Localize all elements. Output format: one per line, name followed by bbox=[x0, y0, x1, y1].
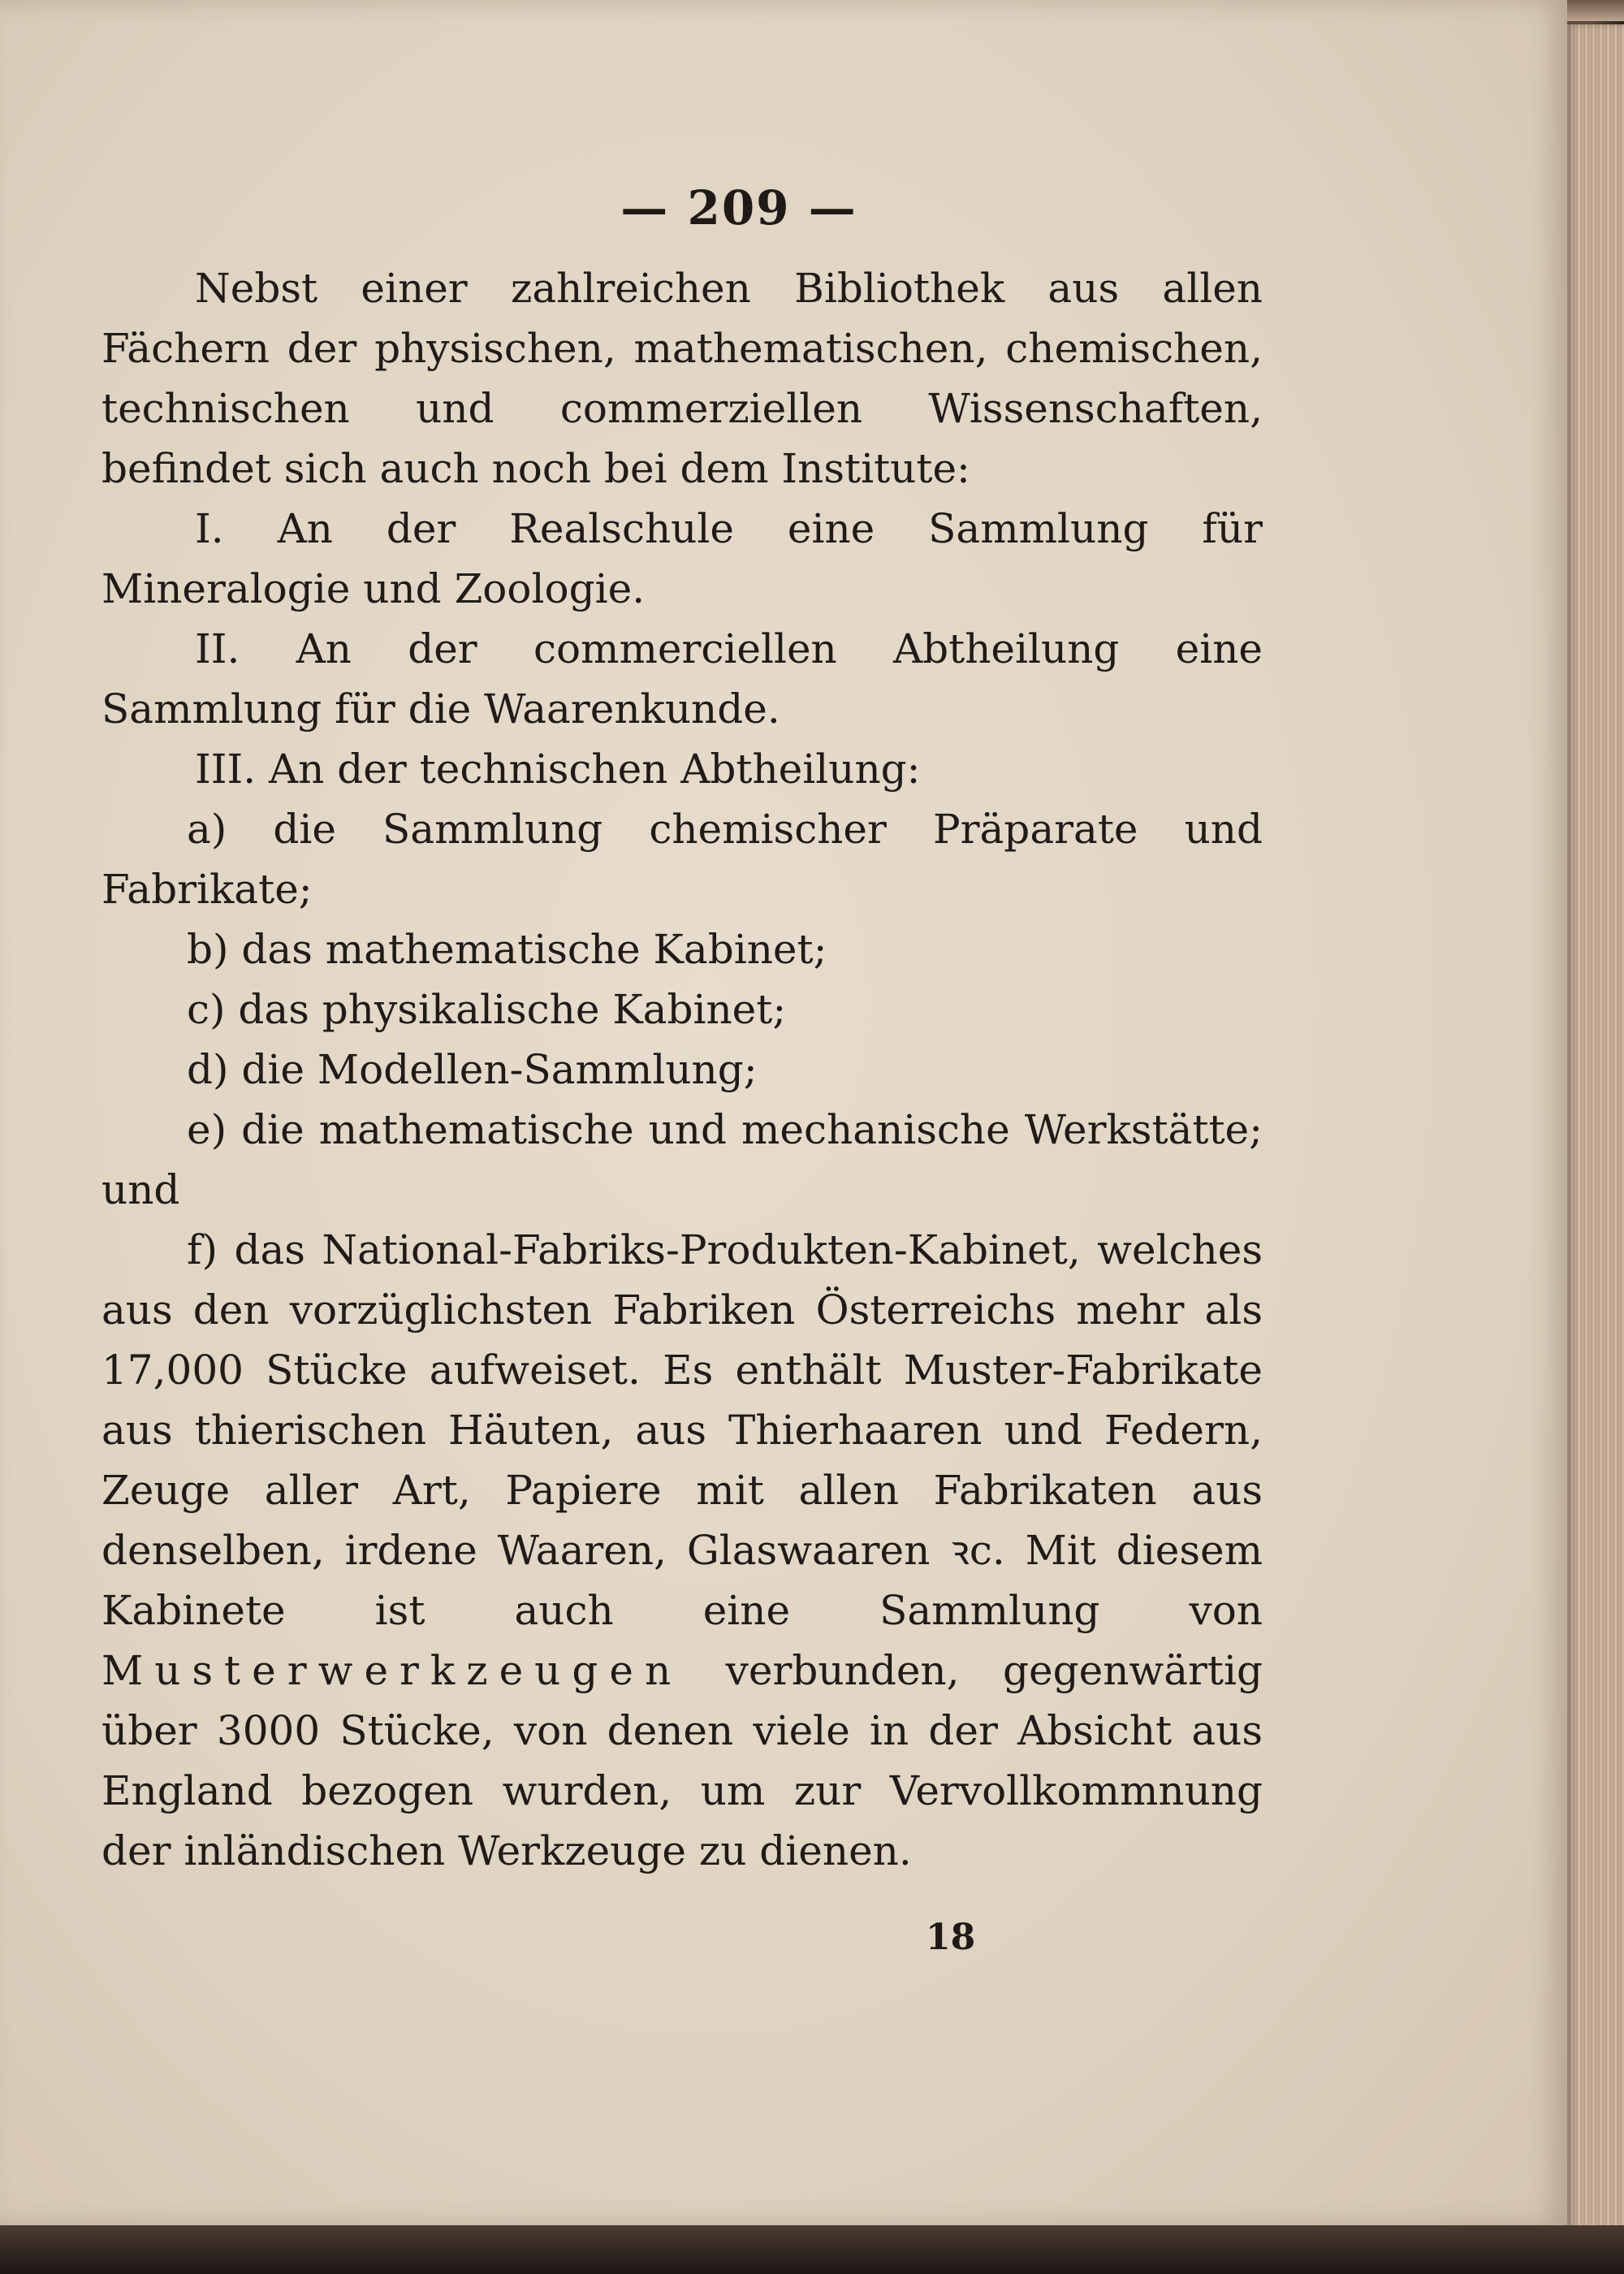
list-item-III: III. An der technischen Abtheilung: bbox=[195, 746, 921, 793]
list-item-a: a) die Sammlung chemischer Präparate und Fabrikate; bbox=[102, 806, 1263, 913]
page-body bbox=[102, 258, 1263, 1881]
book-fore-edge bbox=[1567, 24, 1624, 2250]
paragraph-intro: Nebst einer zahlreichen Bibliothek aus allen Fächern der physischen, mathematischen, chemischen, technischen und commerziellen Wissenschaften, befindet sich auch noch bei dem Institute: bbox=[102, 265, 1263, 492]
page-bottom-edge bbox=[0, 2225, 1624, 2274]
list-item-II: II. An der commerciellen Abtheilung eine Sammlung für die Waarenkunde. bbox=[102, 625, 1263, 733]
list-item-I: I. An der Realschule eine Sammlung für Mineralogie und Zoologie. bbox=[102, 505, 1263, 612]
list-item-f-text-1: f) das National-Fabriks-Produkten-Kabinet, welches aus den vorzüglichsten Fabriken Österreichs mehr als 17,000 Stücke aufweiset. Es enthält Muster-Fabrikate aus thierischen Häuten, aus Thierhaaren und Federn, Zeuge aller Art, Papiere mit allen Fabrikaten aus denselben, irdene Waaren, Glaswaaren ꝛc. Mit diesem Kabinete ist auch eine Sammlung von bbox=[102, 1226, 1263, 1634]
list-item-f-spaced-word: Musterwerkzeugen bbox=[102, 1647, 683, 1694]
list-item-b: b) das mathematische Kabinet; bbox=[187, 926, 827, 973]
printer-signature-mark: 18 bbox=[926, 1917, 976, 1958]
page-number: — 209 — bbox=[620, 180, 857, 236]
list-item-e: e) die mathematische und mechanische Werkstätte; und bbox=[102, 1106, 1263, 1213]
list-item-f-text-2: verbunden, gegenwärtig über 3000 Stücke, von denen viele in der Absicht aus England bezogen wurden, um zur Vervollkommnung der inländischen Werkzeuge zu dienen. bbox=[102, 1647, 1263, 1874]
list-item-c: c) das physikalische Kabinet; bbox=[187, 986, 787, 1033]
list-item-f bbox=[102, 1220, 1263, 1881]
list-item-d: d) die Modellen-Sammlung; bbox=[187, 1046, 758, 1093]
